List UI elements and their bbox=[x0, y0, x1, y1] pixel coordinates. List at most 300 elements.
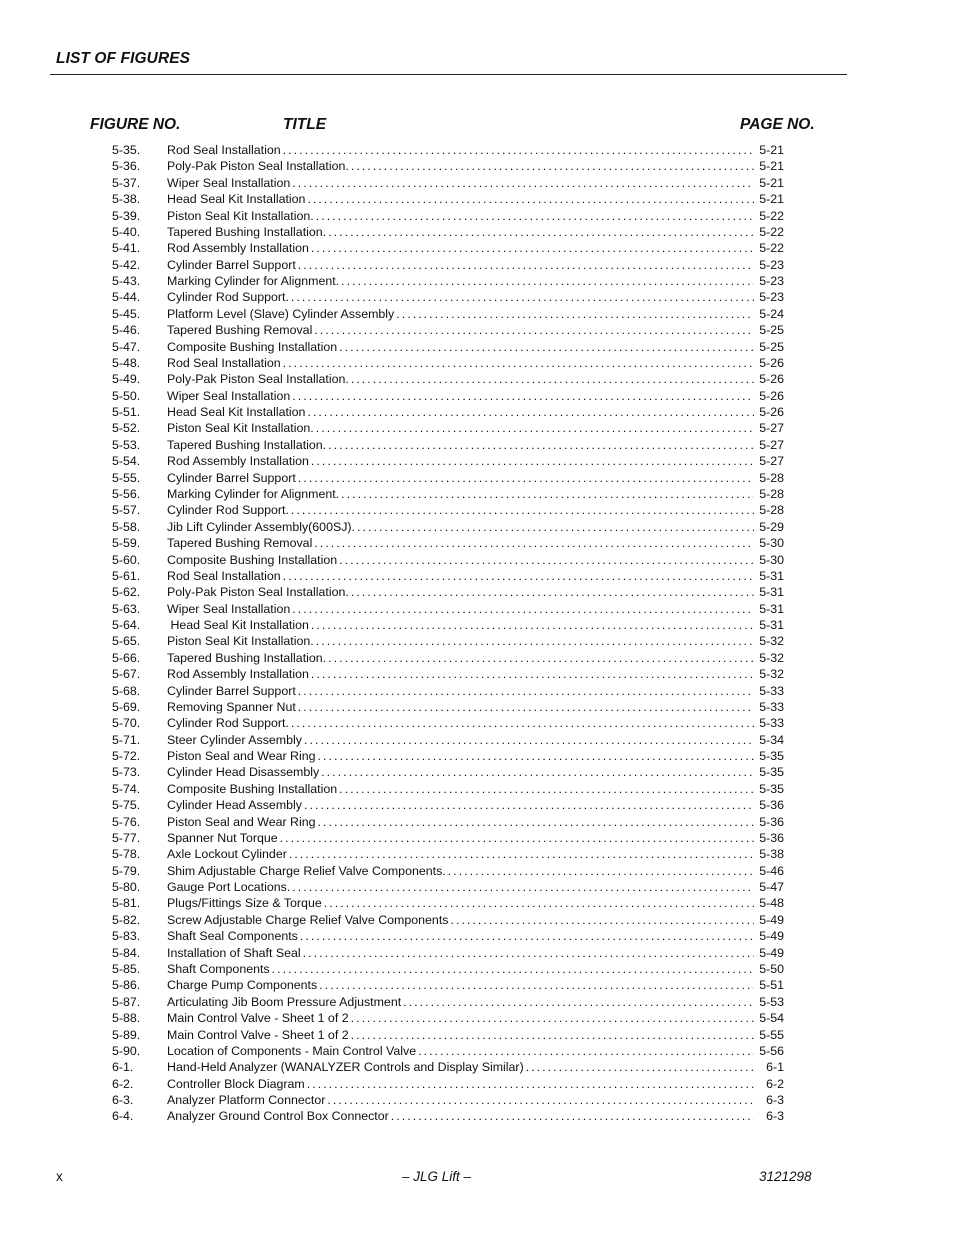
dot-leader bbox=[272, 961, 754, 977]
figure-number: 5-68. bbox=[112, 683, 141, 698]
figure-page-number: 5-49 bbox=[759, 929, 784, 944]
figure-number: 5-90. bbox=[112, 1043, 141, 1058]
figure-page-number: 5-25 bbox=[759, 323, 784, 338]
figure-entry bbox=[167, 208, 784, 224]
figure-number: 5-78. bbox=[112, 847, 141, 862]
figure-page-number: 5-22 bbox=[759, 241, 784, 256]
list-item[interactable] bbox=[0, 355, 954, 371]
list-item[interactable] bbox=[0, 388, 954, 404]
column-heading-title: TITLE bbox=[283, 116, 327, 133]
list-item[interactable] bbox=[0, 1076, 954, 1092]
figure-page-number: 5-22 bbox=[759, 208, 784, 223]
page-header-title: LIST OF FIGURES bbox=[56, 50, 191, 67]
figure-title: Tapered Bushing Removal bbox=[167, 536, 313, 551]
figure-page-number: 5-36 bbox=[759, 830, 784, 845]
dot-leader bbox=[291, 289, 754, 305]
figure-number: 5-74. bbox=[112, 781, 141, 796]
figure-entry bbox=[167, 306, 784, 322]
figure-page-number: 5-33 bbox=[759, 683, 784, 698]
figure-entry bbox=[167, 1076, 784, 1092]
figure-entry bbox=[167, 764, 784, 780]
figure-number: 5-50. bbox=[112, 388, 141, 403]
figure-number: 5-38. bbox=[112, 192, 141, 207]
figure-entry bbox=[167, 535, 784, 551]
dot-leader bbox=[311, 617, 754, 633]
list-item[interactable] bbox=[0, 453, 954, 469]
figure-page-number: 5-32 bbox=[759, 667, 784, 682]
figure-title: Gauge Port Locations. bbox=[167, 880, 291, 895]
dot-leader bbox=[283, 142, 754, 158]
figure-number: 5-47. bbox=[112, 339, 141, 354]
dot-leader bbox=[298, 699, 754, 715]
figure-title: Cylinder Barrel Support bbox=[167, 257, 296, 272]
figure-title: Tapered Bushing Installation. bbox=[167, 224, 327, 239]
dot-leader bbox=[316, 633, 754, 649]
figure-page-number: 5-31 bbox=[759, 585, 784, 600]
figure-page-number: 5-48 bbox=[759, 896, 784, 911]
figure-page-number: 5-50 bbox=[759, 962, 784, 976]
list-item[interactable] bbox=[0, 764, 954, 780]
list-item[interactable] bbox=[0, 895, 954, 911]
figure-title: Composite Bushing Installation bbox=[167, 339, 338, 354]
list-item[interactable] bbox=[0, 666, 954, 682]
figure-title: Rod Assembly Installation bbox=[167, 241, 309, 256]
list-item[interactable] bbox=[0, 617, 954, 633]
figure-title: Rod Seal Installation bbox=[167, 143, 281, 157]
figure-number: 5-89. bbox=[112, 1027, 141, 1042]
figure-page-number: 5-29 bbox=[759, 519, 784, 534]
figure-title: Axle Lockout Cylinder bbox=[167, 847, 287, 862]
figure-entry bbox=[167, 1108, 784, 1124]
dot-leader bbox=[403, 994, 754, 1010]
list-item[interactable] bbox=[0, 257, 954, 273]
list-item[interactable] bbox=[0, 846, 954, 862]
figure-entry bbox=[167, 945, 784, 961]
list-item[interactable] bbox=[0, 568, 954, 584]
dot-leader bbox=[526, 1059, 754, 1075]
list-item[interactable] bbox=[0, 1108, 954, 1124]
figure-entry bbox=[167, 846, 784, 862]
figure-title: Head Seal Kit Installation bbox=[167, 192, 306, 207]
figure-number: 5-35. bbox=[112, 143, 141, 157]
figure-title: Piston Seal Kit Installation. bbox=[167, 421, 314, 436]
list-item[interactable] bbox=[0, 863, 954, 879]
dot-leader bbox=[298, 470, 754, 486]
list-item[interactable] bbox=[0, 781, 954, 797]
figure-page-number: 5-33 bbox=[759, 716, 784, 731]
list-item[interactable] bbox=[0, 306, 954, 322]
list-item[interactable] bbox=[0, 224, 954, 240]
figure-title: Poly-Pak Piston Seal Installation. bbox=[167, 372, 349, 387]
list-item[interactable] bbox=[0, 1059, 954, 1075]
dot-leader bbox=[298, 683, 754, 699]
list-item[interactable] bbox=[0, 158, 954, 174]
figure-entry bbox=[167, 502, 784, 518]
figure-page-number: 5-28 bbox=[759, 470, 784, 485]
dot-leader bbox=[283, 355, 754, 371]
figure-title: Jib Lift Cylinder Assembly(600SJ). bbox=[167, 519, 355, 534]
figure-entry bbox=[167, 633, 784, 649]
dot-leader bbox=[289, 846, 754, 862]
figure-entry bbox=[167, 339, 784, 355]
figure-page-number: 5-32 bbox=[759, 650, 784, 665]
figure-number: 6-2. bbox=[112, 1076, 134, 1091]
figure-title: Plugs/Fittings Size & Torque bbox=[167, 896, 322, 911]
figure-title: Cylinder Barrel Support bbox=[167, 470, 296, 485]
figure-number: 5-67. bbox=[112, 667, 141, 682]
figure-entry bbox=[167, 1043, 784, 1059]
figure-title: Rod Assembly Installation bbox=[167, 454, 309, 469]
figure-page-number: 5-21 bbox=[759, 175, 784, 190]
figure-title: Cylinder Barrel Support bbox=[167, 683, 296, 698]
figure-title: Composite Bushing Installation bbox=[167, 781, 338, 796]
dot-leader bbox=[339, 552, 754, 568]
dot-leader bbox=[319, 977, 754, 993]
list-item[interactable] bbox=[0, 240, 954, 256]
list-item[interactable] bbox=[0, 748, 954, 764]
list-item[interactable] bbox=[0, 519, 954, 535]
dot-leader bbox=[314, 535, 754, 551]
figure-number: 5-55. bbox=[112, 470, 141, 485]
figure-number: 5-65. bbox=[112, 634, 141, 649]
figure-page-number: 5-36 bbox=[759, 798, 784, 813]
list-item[interactable] bbox=[0, 945, 954, 961]
list-item[interactable] bbox=[0, 715, 954, 731]
figure-number: 5-45. bbox=[112, 306, 141, 321]
figure-title: Main Control Valve - Sheet 1 of 2 bbox=[167, 1027, 349, 1042]
dot-leader bbox=[351, 584, 754, 600]
figure-page-number: 5-46 bbox=[759, 863, 784, 878]
dot-leader bbox=[357, 519, 754, 535]
figure-number: 5-70. bbox=[112, 716, 141, 731]
figure-number: 5-83. bbox=[112, 929, 141, 944]
figure-title: Rod Seal Installation bbox=[167, 355, 281, 370]
figure-page-number: 5-22 bbox=[759, 224, 784, 239]
list-item[interactable] bbox=[0, 601, 954, 617]
figure-page-number: 5-24 bbox=[759, 306, 784, 321]
figure-title: Screw Adjustable Charge Relief Valve Components bbox=[167, 912, 449, 927]
figure-page-number: 5-34 bbox=[759, 732, 784, 747]
figure-title: Articulating Jib Boom Pressure Adjustment bbox=[167, 994, 402, 1009]
figure-number: 5-48. bbox=[112, 355, 141, 370]
dot-leader bbox=[328, 437, 754, 453]
dot-leader bbox=[339, 339, 754, 355]
figure-number: 6-1. bbox=[112, 1060, 134, 1075]
dot-leader bbox=[341, 486, 754, 502]
figure-title: Piston Seal and Wear Ring bbox=[167, 749, 316, 764]
figure-entry bbox=[167, 568, 784, 584]
dot-leader bbox=[328, 224, 754, 240]
figure-page-number: 5-53 bbox=[759, 994, 784, 1009]
list-item[interactable] bbox=[0, 437, 954, 453]
list-item[interactable] bbox=[0, 208, 954, 224]
figure-number: 5-43. bbox=[112, 274, 141, 289]
figure-title: Shim Adjustable Charge Relief Valve Components. bbox=[167, 863, 446, 878]
figure-title: Tapered Bushing Installation. bbox=[167, 650, 327, 665]
figure-entry bbox=[167, 650, 784, 666]
figure-page-number: 5-26 bbox=[759, 372, 784, 387]
figure-page-number: 5-27 bbox=[759, 437, 784, 452]
figure-number: 5-57. bbox=[112, 503, 141, 518]
figure-title: Platform Level (Slave) Cylinder Assembly bbox=[167, 306, 395, 321]
figure-title: Cylinder Rod Support. bbox=[167, 290, 289, 305]
list-item[interactable] bbox=[0, 814, 954, 830]
figure-number: 5-86. bbox=[112, 978, 141, 993]
figure-entry bbox=[167, 1092, 784, 1108]
dot-leader bbox=[292, 601, 754, 617]
figure-number: 5-88. bbox=[112, 1011, 141, 1026]
figure-entry bbox=[167, 240, 784, 256]
figure-entry bbox=[167, 1010, 784, 1026]
list-item[interactable] bbox=[0, 371, 954, 387]
figure-entry bbox=[167, 666, 784, 682]
figure-title: Spanner Nut Torque bbox=[167, 830, 278, 845]
list-item[interactable] bbox=[0, 732, 954, 748]
figure-title: Removing Spanner Nut bbox=[167, 699, 296, 714]
list-item[interactable] bbox=[0, 1027, 954, 1043]
figure-page-number: 5-21 bbox=[759, 192, 784, 207]
figure-page-number: 5-56 bbox=[759, 1043, 784, 1058]
figure-entry bbox=[167, 437, 784, 453]
figure-page-number: 5-31 bbox=[759, 568, 784, 583]
dot-leader bbox=[314, 322, 754, 338]
figure-number: 5-69. bbox=[112, 699, 141, 714]
figure-page-number: 5-23 bbox=[759, 290, 784, 305]
figure-page-number: 5-49 bbox=[759, 945, 784, 960]
figure-title: Marking Cylinder for Alignment. bbox=[167, 274, 340, 289]
dot-leader bbox=[304, 732, 754, 748]
dot-leader bbox=[327, 1092, 754, 1108]
figure-page-number: 5-21 bbox=[759, 159, 784, 174]
figure-page-number: 5-35 bbox=[759, 765, 784, 780]
figure-page-number: 5-26 bbox=[759, 388, 784, 403]
dot-leader bbox=[292, 175, 754, 191]
figure-page-number: 5-31 bbox=[759, 601, 784, 616]
figure-title: Steer Cylinder Assembly bbox=[167, 732, 302, 747]
figure-entry bbox=[167, 224, 784, 240]
list-item[interactable] bbox=[0, 552, 954, 568]
figure-page-number: 5-30 bbox=[759, 552, 784, 567]
figure-entry bbox=[167, 617, 784, 633]
figure-title: Piston Seal Kit Installation. bbox=[167, 208, 314, 223]
list-item[interactable] bbox=[0, 191, 954, 207]
list-item[interactable] bbox=[0, 699, 954, 715]
dot-leader bbox=[450, 912, 754, 928]
figure-page-number: 5-23 bbox=[759, 274, 784, 289]
dot-leader bbox=[351, 158, 754, 174]
figure-number: 5-53. bbox=[112, 437, 141, 452]
list-item[interactable] bbox=[0, 994, 954, 1010]
figure-page-number: 5-35 bbox=[759, 781, 784, 796]
figure-title: Location of Components - Main Control Valve bbox=[167, 1043, 417, 1058]
figure-entry bbox=[167, 584, 784, 600]
figure-title: Poly-Pak Piston Seal Installation. bbox=[167, 585, 349, 600]
dot-leader bbox=[321, 764, 754, 780]
dot-leader bbox=[318, 748, 754, 764]
dot-leader bbox=[307, 191, 754, 207]
dot-leader bbox=[280, 830, 754, 846]
list-item[interactable] bbox=[0, 797, 954, 813]
dot-leader bbox=[339, 781, 754, 797]
figure-number: 5-42. bbox=[112, 257, 141, 272]
list-item[interactable] bbox=[0, 404, 954, 420]
dot-leader bbox=[316, 208, 754, 224]
list-item[interactable] bbox=[0, 683, 954, 699]
figure-number: 5-66. bbox=[112, 650, 141, 665]
list-item[interactable] bbox=[0, 420, 954, 436]
dot-leader bbox=[448, 863, 754, 879]
list-item[interactable] bbox=[0, 912, 954, 928]
figure-entry bbox=[167, 994, 784, 1010]
figure-title: Wiper Seal Installation bbox=[167, 388, 291, 403]
list-item[interactable] bbox=[0, 470, 954, 486]
figure-number: 5-61. bbox=[112, 568, 141, 583]
dot-leader bbox=[351, 1027, 754, 1043]
dot-leader bbox=[291, 715, 754, 731]
figure-entry bbox=[167, 1027, 784, 1043]
figure-page-number: 6-3 bbox=[766, 1093, 784, 1108]
figure-number: 5-77. bbox=[112, 830, 141, 845]
figure-entry bbox=[167, 470, 784, 486]
figure-entry bbox=[167, 699, 784, 715]
figure-number: 5-75. bbox=[112, 798, 141, 813]
figure-page-number: 5-49 bbox=[759, 912, 784, 927]
figure-page-number: 6-3 bbox=[766, 1109, 784, 1124]
figure-entry bbox=[167, 273, 784, 289]
figure-page-number: 5-38 bbox=[759, 847, 784, 862]
figure-number: 5-49. bbox=[112, 372, 141, 387]
figure-number: 5-56. bbox=[112, 486, 141, 501]
figure-number: 5-44. bbox=[112, 290, 141, 305]
figure-page-number: 5-30 bbox=[759, 536, 784, 551]
figure-number: 5-85. bbox=[112, 962, 141, 976]
figure-page-number: 5-23 bbox=[759, 257, 784, 272]
list-item[interactable] bbox=[0, 502, 954, 518]
figure-title: Cylinder Head Disassembly bbox=[167, 765, 320, 780]
dot-leader bbox=[298, 257, 754, 273]
figure-number: 5-87. bbox=[112, 994, 141, 1009]
figure-number: 5-80. bbox=[112, 880, 141, 895]
figure-entry bbox=[167, 683, 784, 699]
dot-leader bbox=[311, 240, 754, 256]
figure-number: 5-84. bbox=[112, 945, 141, 960]
figure-entry bbox=[167, 863, 784, 879]
figure-title: Cylinder Rod Support. bbox=[167, 503, 289, 518]
figure-entry bbox=[167, 519, 784, 535]
figure-entry bbox=[167, 781, 784, 797]
figure-number: 6-4. bbox=[112, 1109, 134, 1124]
figure-title: Wiper Seal Installation bbox=[167, 601, 291, 616]
figure-number: 5-41. bbox=[112, 241, 141, 256]
figure-entry bbox=[167, 748, 784, 764]
list-item[interactable] bbox=[0, 339, 954, 355]
list-item[interactable] bbox=[0, 830, 954, 846]
list-item[interactable] bbox=[0, 289, 954, 305]
dot-leader bbox=[303, 945, 754, 961]
figure-number: 5-37. bbox=[112, 175, 141, 190]
dot-leader bbox=[391, 1108, 754, 1124]
figure-number: 5-62. bbox=[112, 585, 141, 600]
figure-number: 5-60. bbox=[112, 552, 141, 567]
list-item[interactable] bbox=[0, 928, 954, 944]
figure-page-number: 6-1 bbox=[766, 1060, 784, 1075]
list-item[interactable] bbox=[0, 322, 954, 338]
figure-page-number: 6-2 bbox=[766, 1076, 784, 1091]
figure-entry bbox=[167, 961, 784, 977]
figure-entry bbox=[167, 830, 784, 846]
figure-entry bbox=[167, 601, 784, 617]
figure-title: Hand-Held Analyzer (WANALYZER Controls and Display Similar) bbox=[167, 1060, 524, 1075]
dot-leader bbox=[328, 650, 754, 666]
figure-number: 5-71. bbox=[112, 732, 141, 747]
dot-leader bbox=[324, 895, 754, 911]
dot-leader bbox=[341, 273, 754, 289]
figure-title: Rod Assembly Installation bbox=[167, 667, 309, 682]
dot-leader bbox=[283, 568, 754, 584]
figure-entry bbox=[167, 191, 784, 207]
list-item[interactable] bbox=[0, 1043, 954, 1059]
figure-page-number: 5-25 bbox=[759, 339, 784, 354]
list-item[interactable] bbox=[0, 879, 954, 895]
figure-number: 5-82. bbox=[112, 912, 141, 927]
list-item[interactable] bbox=[0, 486, 954, 502]
figure-number: 5-72. bbox=[112, 749, 141, 764]
dot-leader bbox=[396, 306, 754, 322]
dot-leader bbox=[351, 371, 754, 387]
figure-entry bbox=[167, 453, 784, 469]
figure-entry bbox=[167, 552, 784, 568]
footer-publisher: – JLG Lift – bbox=[402, 1169, 472, 1184]
list-item[interactable] bbox=[0, 142, 954, 158]
list-item[interactable] bbox=[0, 535, 954, 551]
dot-leader bbox=[300, 928, 754, 944]
figure-title: Charge Pump Components bbox=[167, 978, 318, 993]
figure-page-number: 5-26 bbox=[759, 405, 784, 420]
figure-entry bbox=[167, 322, 784, 338]
list-item[interactable] bbox=[0, 977, 954, 993]
figure-number: 5-52. bbox=[112, 421, 141, 436]
figure-entry bbox=[167, 289, 784, 305]
figure-entry bbox=[167, 715, 784, 731]
list-item[interactable] bbox=[0, 1092, 954, 1108]
dot-leader bbox=[304, 797, 754, 813]
figure-page-number: 5-55 bbox=[759, 1027, 784, 1042]
figure-entry bbox=[167, 142, 784, 158]
figure-number: 5-63. bbox=[112, 601, 141, 616]
figure-number: 5-73. bbox=[112, 765, 141, 780]
footer-page-number: x bbox=[56, 1169, 63, 1184]
figure-title: Poly-Pak Piston Seal Installation. bbox=[167, 159, 349, 174]
figure-title: Analyzer Ground Control Box Connector bbox=[167, 1109, 389, 1124]
header-divider bbox=[50, 74, 847, 75]
list-item[interactable] bbox=[0, 1010, 954, 1026]
footer-document-number: 3121298 bbox=[759, 1169, 812, 1184]
dot-leader bbox=[418, 1043, 754, 1059]
list-item[interactable] bbox=[0, 633, 954, 649]
list-item[interactable] bbox=[0, 961, 954, 977]
list-item[interactable] bbox=[0, 650, 954, 666]
figure-title: Tapered Bushing Installation. bbox=[167, 437, 327, 452]
figure-entry bbox=[167, 388, 784, 404]
figure-title: Shaft Components bbox=[167, 962, 270, 976]
figure-title: Main Control Valve - Sheet 1 of 2 bbox=[167, 1011, 349, 1026]
dot-leader bbox=[351, 1010, 754, 1026]
list-item[interactable] bbox=[0, 584, 954, 600]
figure-entry bbox=[167, 895, 784, 911]
figure-page-number: 5-27 bbox=[759, 454, 784, 469]
list-item[interactable] bbox=[0, 273, 954, 289]
list-item[interactable] bbox=[0, 175, 954, 191]
